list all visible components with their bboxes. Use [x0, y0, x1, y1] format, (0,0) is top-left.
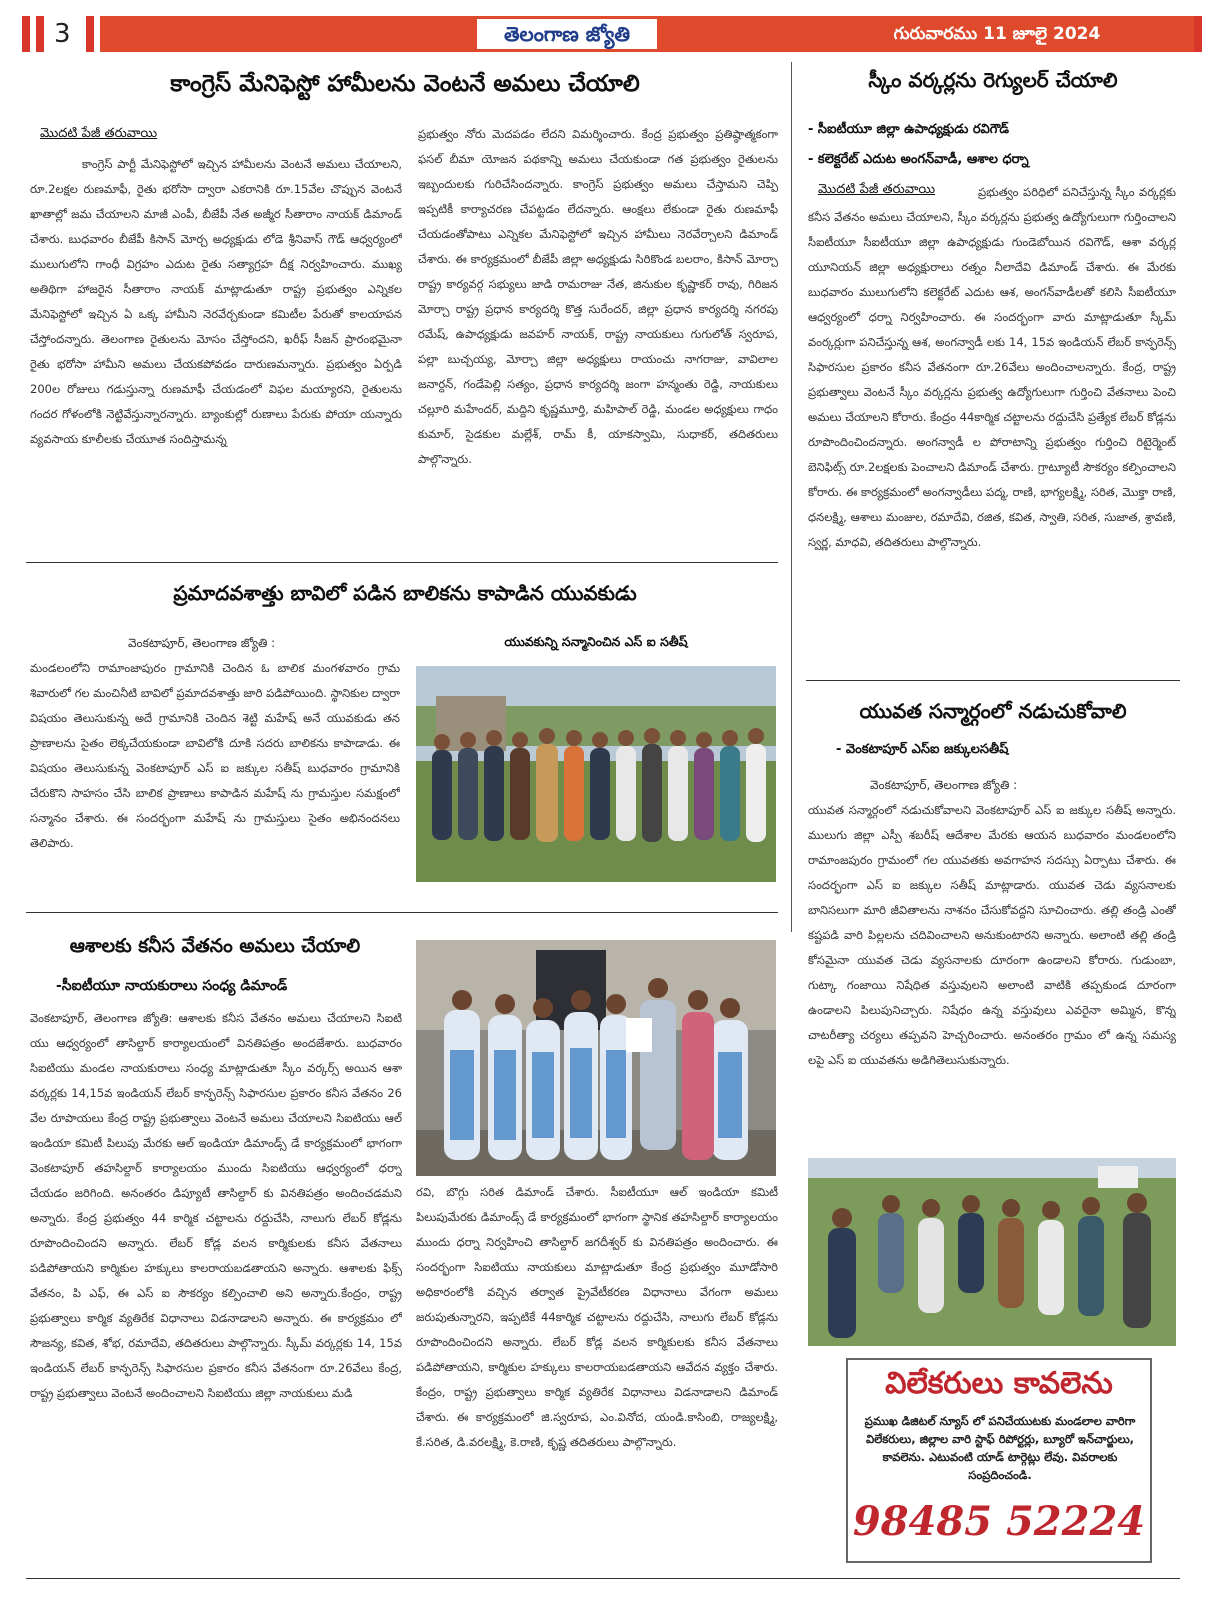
- rule-2: [806, 680, 1180, 681]
- article1-continued: మొదటి పేజీ తరువాయి: [40, 126, 158, 141]
- article5-subheading: -సీఐటీయూ నాయకురాలు సంధ్య డిమాండ్: [56, 978, 288, 994]
- felicitation-photo: [416, 666, 776, 882]
- page-header: [22, 16, 1202, 52]
- awareness-meeting-photo: [808, 1158, 1176, 1346]
- article5-title: ఆశాలకు కనీస వేతనం అమలు చేయాలి: [69, 935, 361, 957]
- article2-subheading-2: - కలెక్టరేట్ ఎదుట అంగన్‌వాడీ, ఆశాల ధర్నా: [808, 152, 1029, 167]
- header-bar-left-2: [36, 16, 44, 52]
- classified-ad: [846, 1358, 1152, 1563]
- article4-dateline: వెంకటాపూర్, తెలంగాణ జ్యోతి :: [870, 778, 1018, 792]
- article4-body: యువత సన్మార్గంలో నడుచుకోవాలని వెంకటాపూర్ ఎస్ ఐ జక్కుల సతీష్ అన్నారు. ములుగు జిల్లా ఎస్పీ శబరీష్ ఆదేశాల మేరకు ఆయన బుధవారం మండలంలోని రామాంజపురం గ్రామంలో గల యువతకు అవగాహన సదస్సు ఏర్పాటు చేశారు. ఈ సందర్భంగా ఎస్ ఐ జక్కుల సతీష్ మాట్లాడారు. యువత చెడు వ్యసనాలకు బానిసలుగా మారి జీవితాలను నాశనం చేసుకోవద్దని సూచించారు. తల్లి తండ్రి ఎంతో కష్టపడి వారి పిల్లలను చదివించాలని అనుకుంటారని అన్నారు. అలాంటి తల్లి తండ్రి కోసమైనా యువత చెడు వ్యసనాలకు దూరంగా ఉండాలని కోరారు. గుడుంబా, గుట్కా గంజాయి నిషేధిత వస్తువులని అలాంటి వాటికి తప్పకుండ దూరంగా ఉండాలని పిలుపునిచ్చారు. నిషేధం ఉన్న వస్తువులు ఎవరైనా అమ్మిన, కొన్న చాటరీత్యా చర్యలు తప్పవని హెచ్చరించారు. అనంతరం గ్రామం లో ఉన్న సమస్య లపై ఎస్ ఐ యువతను అడిగితెలుసుకున్నారు.: [808, 803, 1176, 1067]
- dharna-photo: [416, 940, 776, 1176]
- article3-photo-caption: యువకున్ని సన్మానించిన ఎస్ ఐ సతీష్: [504, 634, 688, 649]
- header-bar-right: [86, 16, 94, 52]
- article1-title: కాంగ్రెస్ మేనిఫెస్టో హామీలను వెంటనే అమలు చేయాలి: [170, 71, 640, 97]
- article2-body: ప్రభుత్వం పరిధిలో పనిచేస్తున్న స్కీం వర్కర్లకు కనీస వేతనం అమలు చేయాలని, స్కీం వర్కర్లను ప్రభుత్వ ఉద్యోగులుగా గుర్తించాలని సీఐటీయూ సీఐటీయూ జిల్లా ఉపాధ్యక్షుడు గుండెబోయిన రవిగౌడ్, ఆశా వర్కర్ల యూనియన్ జిల్లా అధ్యక్షురాలు రత్నం నీలాదేవి డిమాండ్ చేశారు. ఈ మేరకు బుధవారం ములుగులోని కలెక్టరేట్ ఎదుట ఆశ, అంగన్‌వాడీలతో కలిసి సీఐటీయూ ఆధ్వర్యంలో ధర్నా నిర్వహించారు. ఈ సందర్భంగా వారు మాట్లాడుతూ స్కీమ్ వంర్కర్లుగా పనిచేస్తున్న ఆశ, అంగన్వాడీ లకు 14, 15వ ఇండియన్ లేబర్ కాన్ఫరెన్స్ సిఫారసుల ప్రకారం కనీస వేతనంగా రూ.26వేలు అందించాలన్నారు. కేంద్ర, రాష్ట్ర ప్రభుత్వాలు వెంటనే స్కీం వర్కర్లను ప్రభుత్వ ఉద్యోగులుగా గుర్తించి వేతనాలు పెంచి అమలు చేయాలని కోరారు. కేంద్రం 44కార్మిక చట్టాలను రద్దుచేసి ప్రత్యేక లేబర్ కోడ్లను రూపొందించిందన్నారు. అంగన్వాడీ ల పోరాటాన్ని ప్రభుత్వం గుర్తించి రిటైర్మెంట్ బెనిఫిట్స్ రూ.2లక్షలకు పెంచాలని డిమాండ్ చేశారు. గ్రాట్యూటీ సౌకర్యం కల్పించాలని కోరారు. ఈ కార్యక్రమంలో అంగన్వాడీలు పద్మ, రాణి, భాగ్యలక్ష్మి, సరిత, మొక్తా రాణి, ధనలక్ష్మి, ఆశాలు మంజుల, రమాదేవి, రజిత, కవిత, స్వాతి, సరిత, సుజాత, శ్రావణి, స్వర్ణ, మాధవి, తదితరులు పాల్గొన్నారు.: [808, 185, 1176, 549]
- rule-3: [26, 912, 778, 913]
- article2-continued: మొదటి పేజీ తరువాయి: [818, 182, 936, 197]
- article4-title: యువత సన్మార్గంలో నడుచుకోవాలి: [859, 699, 1127, 723]
- header-bar-end: [1194, 16, 1202, 52]
- article2-subheading-1: - సీఐటీయూ జిల్లా ఉపాధ్యక్షుడు రవిగౌడ్: [808, 122, 1010, 137]
- article1-column-1: కాంగ్రెస్ పార్టీ మేనిఫెస్టోలో ఇచ్చిన హామీలను వెంటనే అమలు చేయాలని, రూ.2లక్షల రుణమాఫీ, రైతు భరోసా ద్వారా ఎకరానికి రూ.15వేల చొప్పున వెంటనే ఖాతాల్లో జమ చేయాలని మాజీ ఎంపీ, బీజేపీ నేత అజ్మీర సీతారాం నాయక్ డిమాండ్ చేశారు. బుధవారం బీజేపీ కిసాన్ మోర్చ అధ్యక్షుడు లోడె శ్రీనివాస్ గౌడ్ ఆధ్వర్యంలో ములుగులోని గాంధీ విగ్రహం ఎదుట రైతు సత్యాగ్రహ దీక్ష నిర్వహించారు. ముఖ్య అతిథిగా హాజరైన సీతారాం నాయక్ మాట్లాడుతూ రాష్ట్ర ప్రభుత్వం ఎన్నికల మేనిఫెస్టోలో ఇచ్చిన ఏ ఒక్క హామీని నెరవేర్చకుండా కమిటీల పేరుతో కాలయాపన చేస్తోందన్నారు. తెలంగాణ రైతులను మోసం చేస్తోందని, ఖరీఫ్ సీజన్ ప్రారంభమైనా రైతు భరోసా హామీని అమలు చేయకపోవడం దారుణమన్నారు. ప్రభుత్వం ఏర్పడి 200ల రోజులు గడుస్తున్నా రుణమాఫీ చేయడంలో విఫల మయ్యారని, రైతులను గందర గోళంలోకి నెట్టివేస్తున్నారన్నారు. బ్యాంకుల్లో రుణాలు పేరుకు పోయా యన్నారు వ్యవసాయ కూలీలకు చేయూత సందిస్తామన్న: [30, 157, 402, 446]
- article5-column-2: రవి, బొగ్గు సరిత డిమాండ్ చేశారు. సీఐటీయూ ఆల్ ఇండియా కమిటీ పిలుపుమేరకు డిమాండ్స్ డే కార్యక్రమంలో భాగంగా స్థానిక తహసిల్దార్ కార్యాలయం ముందు ధర్నా నిర్వహించి తాసిల్దార్ జగదీశ్వర్ కు వినతిపత్రం అందించారు. ఈ సందర్భంగా సిఐటియు నాయకులు మాట్లాడుతూ కేంద్ర ప్రభుత్వం మూడోసారి అధికారంలోకి వచ్చిన తర్వాత ప్రైవేటీకరణ విధానాలు వేగంగా అమలు జరుపుతున్నారని, ఇప్పటికే 44కార్మిక చట్టాలను రద్దుచేసి, నాలుగు లేబర్ కోడ్లను రూపొందించిందని అన్నారు. లేబర్ కోడ్ల వలన కార్మికులకు కనీస వేతనాలు పడిపోతాయని, కార్మికుల హక్కులు కాలరాయబడతాయని ఆవేదన వ్యక్తం చేశారు. కేంద్రం, రాష్ట్ర ప్రభుత్వాలు కార్మిక వ్యతిరేక విధానాలు విడనాడాలని డిమాండ్ చేశారు. ఈ కార్యక్రమంలో జి.స్వరూప, ఎం.వినోద, యండి.కాసింబి, రాజ్యలక్ష్మి, కే.సరిత, డి.వరలక్ష్మి, కె.రాణి, కృష్ణ తదితరులు పాల్గొన్నారు.: [416, 1185, 778, 1449]
- article2-title: స్కీం వర్కర్లను రెగ్యులర్ చేయాలి: [868, 68, 1118, 92]
- masthead: తెలంగాణ జ్యోతి: [477, 19, 657, 49]
- ad-title: విలేకరులు కావలెను: [885, 1366, 1113, 1401]
- article3-dateline: వెంకటాపూర్, తెలంగాణ జ్యోతి :: [128, 636, 276, 650]
- article3-title: ప్రమాదవశాత్తు బావిలో పడిన బాలికను కాపాడిన యువకుడు: [173, 581, 637, 605]
- article1-column-2: ప్రభుత్వం నోరు మెదపడం లేదని విమర్శించారు. కేంద్ర ప్రభుత్వం ప్రతిష్ఠాత్మకంగా ఫసల్ బీమా యోజన పథకాన్ని అమలు చేయకుండా గత ప్రభుత్వం రైతులను ఇబ్బందులకు గురిచేసిందన్నారు. కాంగ్రెస్ ప్రభుత్వం అమలు చేస్తామని చెప్పి ఇప్పటికీ కార్యాచరణ చేపట్టడం లేదన్నారు. ఆంక్షలు లేకుండా రైతు రుణమాఫీ చేయడంతోపాటు ఎన్నికల మేనిఫెస్టోలో ఇచ్చిన హామీలు నెరవేర్చాలని డిమాండ్ చేశారు. ఈ కార్యక్రమంలో బీజేపీ జిల్లా అధ్యక్షుడు సిరికొండ బలరాం, కిసాన్ మోర్చా రాష్ట్ర కార్యవర్గ సభ్యులు జాడి రామరాజు నేత, జినుకుల కృష్ణాకర్ రావు, గిరిజన మోర్చా రాష్ట్ర ప్రధాన కార్యదర్శి కొత్త సురేందర్, జిల్లా ప్రధాన కార్యదర్శి నగరపు రమేష్, ఉపాధ్యక్షుడు జవహర్ నాయక్, రాష్ట్ర నాయకులు గుగులోత్ స్వరూప, పల్లా బుచ్చయ్య, మోర్చా జిల్లా అధ్యక్షులు రాయంచు నాగరాజు, వావిలాల జనార్దన్, గండేపెల్లి సత్యం, ప్రధాన కార్యదర్శి జంగా హన్మంతు రెడ్డి, నాయకులు చల్లూరి మహేందర్, మద్దిని కృష్ణమూర్తి, మహిపాల్ రెడ్డి, మండల అధ్యక్షులు గాధం కుమార్, సైడకుల మల్లేశ్, రామ్ కీ, యాకస్వామి, సుధాకర్, తదితరులు పాల్గొన్నారు.: [418, 127, 778, 466]
- article5-column-1: వెంకటాపూర్, తెలంగాణ జ్యోతి: ఆశాలకు కనీస వేతనం అమలు చేయాలని సిఐటి యు ఆధ్వర్యంలో తాసిల్దార్ కార్యాలయంలో వినతిపత్రం అందజేశారు. బుధవారం సిఐటియు మండల నాయకురాలు సంధ్య మాట్లాడుతూ స్కీం వర్కర్స్ అయిన ఆశా వర్కర్లకు 14,15వ ఇండియన్ లేబర్ కాన్ఫరెన్స్ సిఫారసుల ప్రకారం కనీస వేతనం 26 వేల రూపాయలు కేంద్ర రాష్ట్ర ప్రభుత్వాలు వెంటనే అమలు చేయాలని సిఐటియు ఆల్ ఇండియా కమిటీ పిలుపు మేరకు ఆల్ ఇండియా డిమాండ్స్ డే కార్యక్రమంలో భాగంగా వెంకటాపూర్ తహసిల్దార్ కార్యాలయం ముందు సిఐటియు ఆధ్వర్యంలో ధర్నా చేయడం జరిగింది. అనంతరం డిప్యూటీ తాసిల్దార్ కు వినతిపత్రం అందించడమని అన్నారు. కేంద్ర ప్రభుత్వం 44 కార్మిక చట్టాలను రద్దుచేసి, నాలుగు లేబర్ కోడ్లను రూపొందించిందని అన్నారు. లేబర్ కోడ్ల వలన కార్మికులకు కనీస వేతనాలు పడిపోతాయని కార్మికుల హక్కులు కాలరాయబడతాయని అన్నారు. ఆశాలకు ఫిక్స్ వేతనం, పి ఎఫ్, ఈ ఎస్ ఐ సౌకర్యం కల్పించాలి అని అన్నారు.కేంద్రం, రాష్ట్ర ప్రభుత్వాలు కార్మిక వ్యతిరేక విధానాలు విడనాడాలని అన్నారు. ఈ కార్యక్రమం లో సౌజన్య, కవిత, శోభ, రమాదేవి, తదితరులు పాల్గొన్నారు. స్కీమ్ వర్కర్లకు 14, 15వ ఇండియన్ లేబర్ కాన్ఫరెన్స్ సిఫారసుల ప్రకారం కనీస వేతనంగా రూ.26వేలు కేంద్ర, రాష్ట్ర ప్రభుత్వాలు వెంటనే అందించాలని సిఐటియు జిల్లా నాయకులు మడి: [30, 1011, 402, 1400]
- column-divider: [791, 62, 792, 932]
- header-bar-left: [22, 16, 30, 52]
- ad-phone-number[interactable]: 98485 52224: [852, 1498, 1146, 1545]
- rule-bottom: [26, 1578, 1180, 1579]
- article4-subheading: - వెంకటాపూర్ ఎస్ఐ జక్కులసతీష్: [836, 742, 1009, 757]
- page-number: 3: [54, 19, 71, 49]
- issue-date: గురువారము 11 జూలై 2024: [893, 24, 1101, 44]
- rule-1: [26, 562, 778, 563]
- article3-body: మండలంలోని రామాంజాపురం గ్రామానికి చెందిన ఓ బాలిక మంగళవారం గ్రామ శివారులో గల మంచినీటి బావిలో ప్రమాదవశాత్తు జారి పడిపోయింది. స్థానికుల ద్వారా విషయం తెలుసుకున్న అదే గ్రామానికి చెందిన శెట్టి మహేష్ అనే యువకుడు తన ప్రాణాలను సైతం లెక్కచేయకుండా బావిలోకి దూకి సదరు బాలికను కాపాడాడు. ఈ విషయం తెలుసుకున్న వెంకటాపూర్ ఎస్ ఐ జక్కుల సతీష్ బుధవారం గ్రామానికి చేరుకొని సాహసం చేసి బాలిక ప్రాణాలు కాపాడిన మహేష్ ను గ్రామస్తుల సమక్షంలో సన్మానం చేశారు. ఈ సందర్భంగా మహేష్ ను గ్రామస్తులు సైతం అభినందనలు తెలిపారు.: [30, 661, 400, 850]
- ad-body: ప్రముఖ డిజిటల్ న్యూస్ లో పనిచేయుటకు మండలాల వారిగా విలేకరులు, జిల్లాల వారి స్టాఫ్ రిపోర్టర్లు, బ్యూరో ఇన్‌చార్జులు, కావలెను. ఎటువంటి యాడ్ టార్గెట్లు లేవు. వివరాలకు సంప్రదించండి.: [864, 1414, 1136, 1482]
